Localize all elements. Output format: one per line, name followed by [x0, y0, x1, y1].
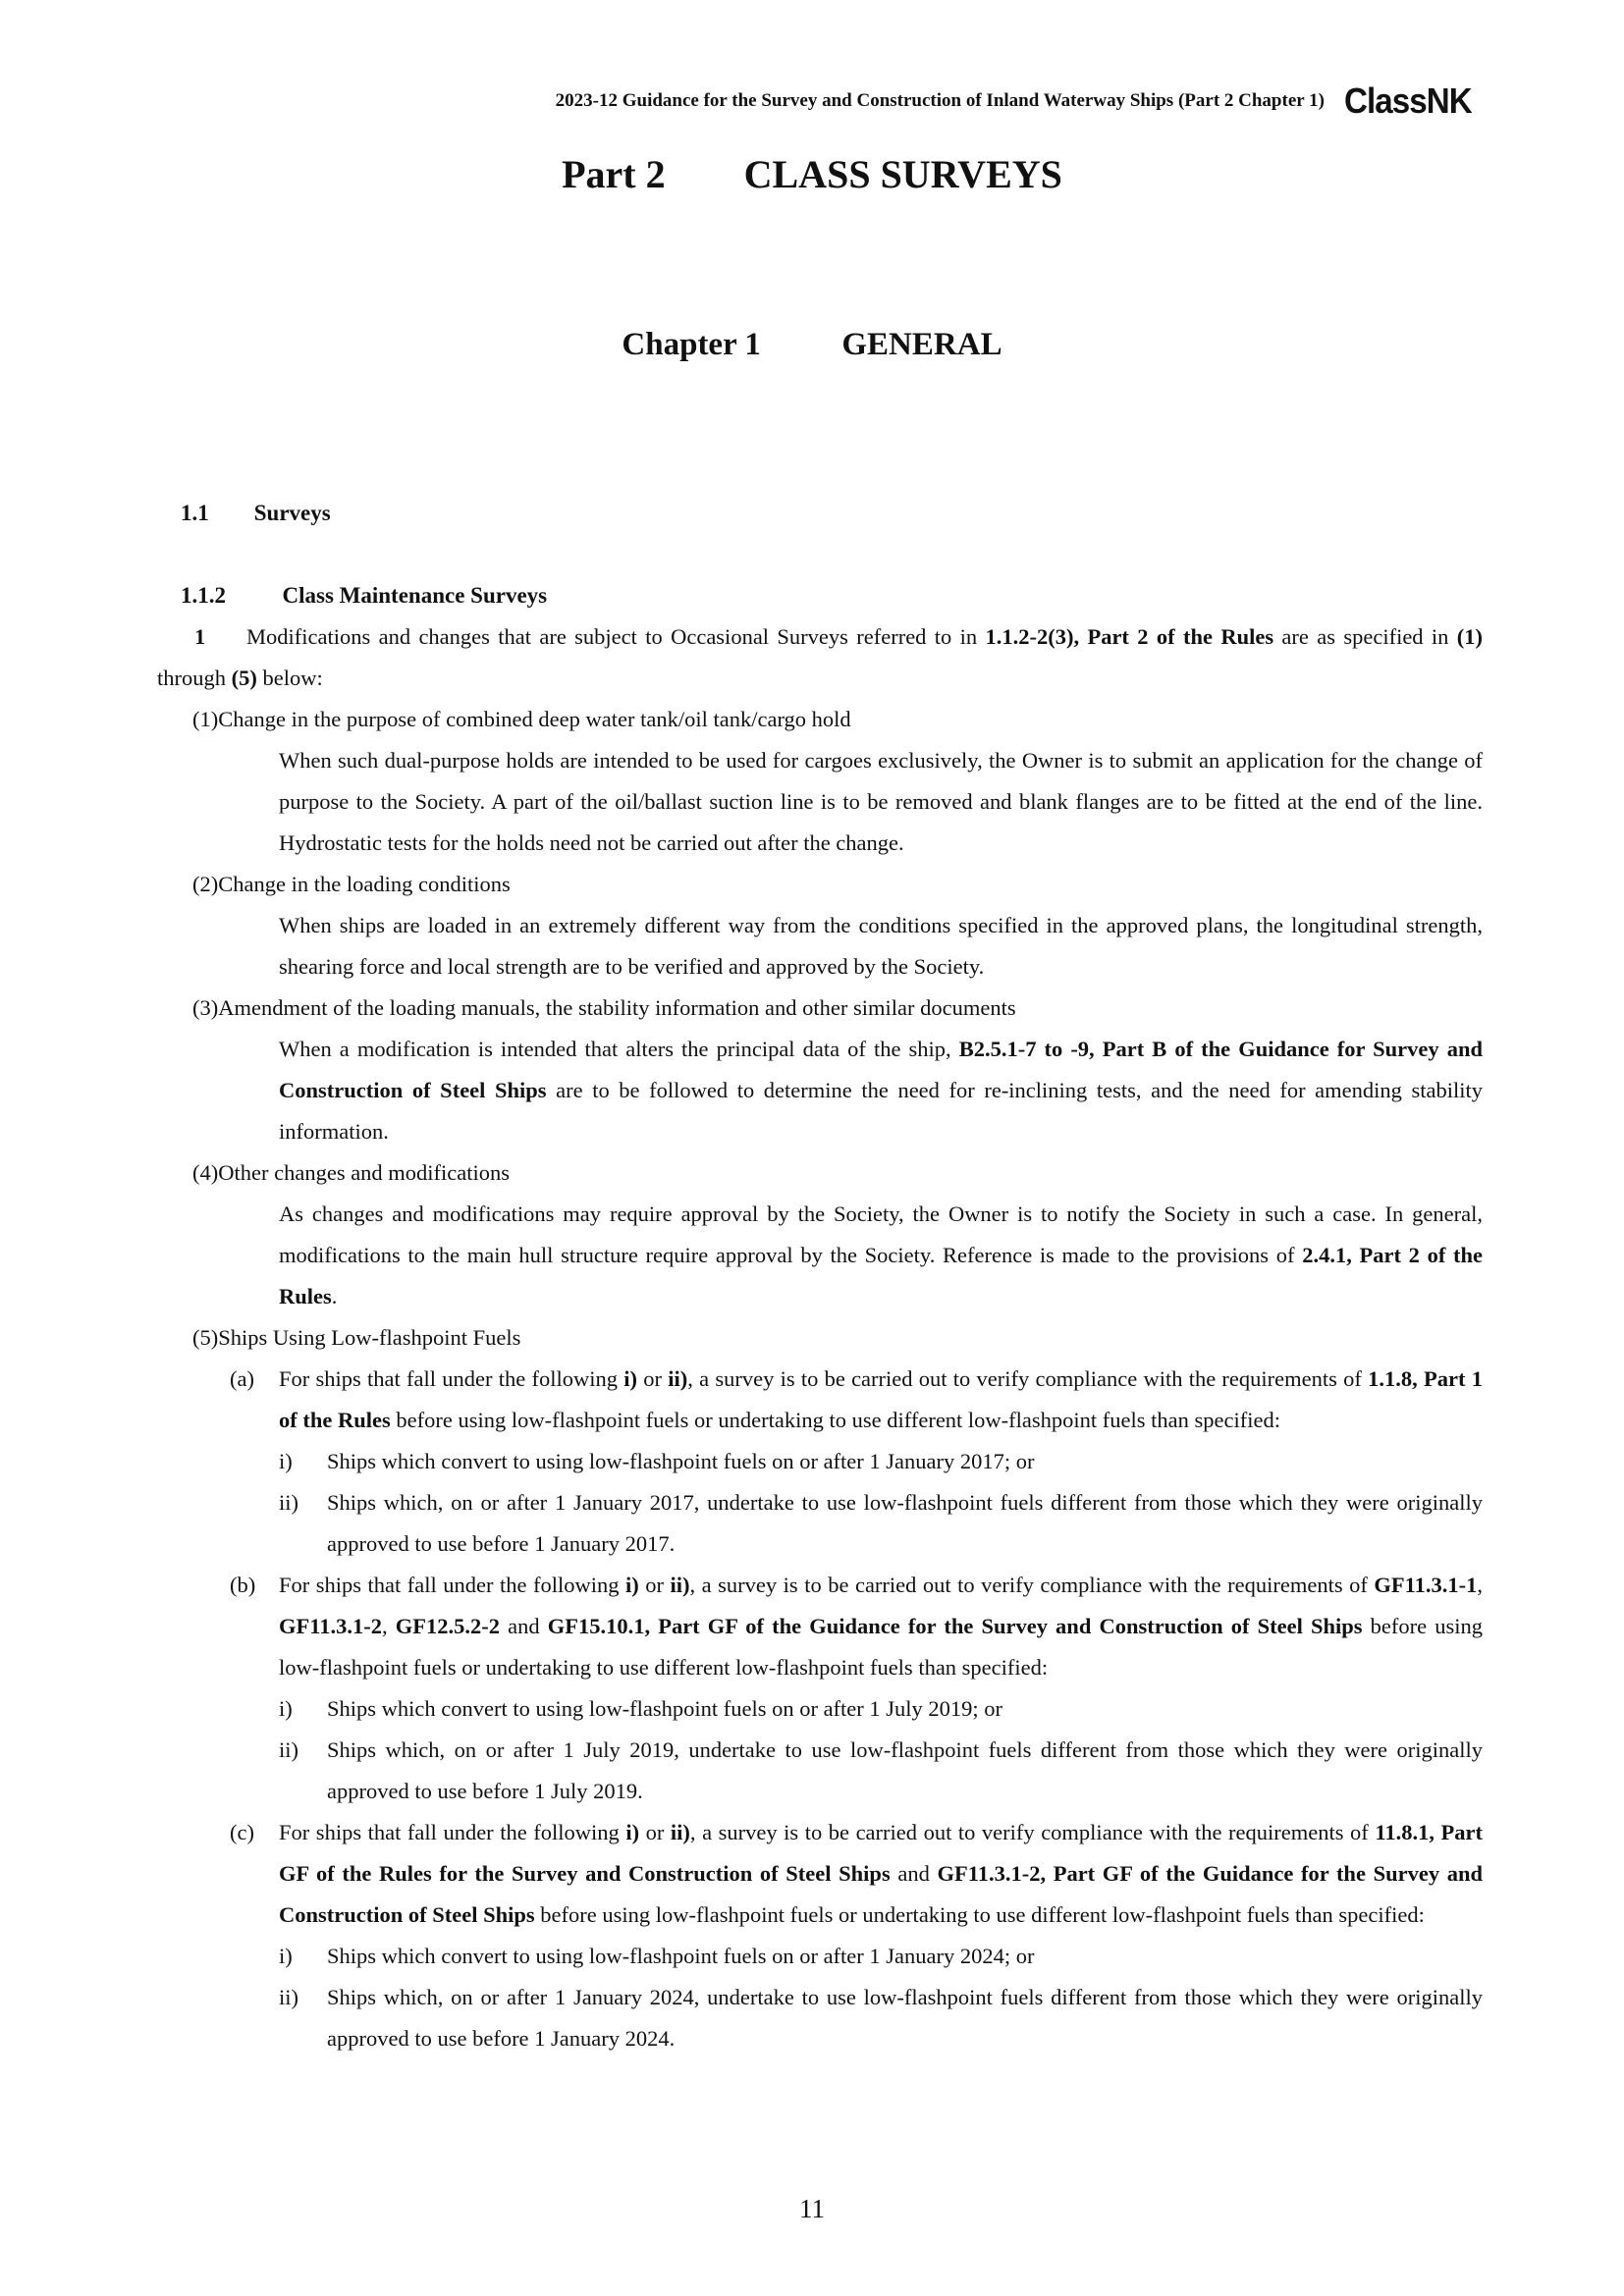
- sub-item-number: (a): [230, 1366, 254, 1391]
- item-title: Amendment of the loading manuals, the stability information and other similar documents: [218, 995, 1016, 1020]
- list-item-5: [157, 1317, 1483, 1359]
- text-run: Modifications and changes that are subject to Occasional Surveys referred to in: [246, 624, 986, 649]
- classnk-logo: ClassNK: [1343, 80, 1472, 121]
- sub-sub-item-text: Ships which, on or after 1 July 2019, undertake to use low-flashpoint fuels different from those which they were originally approved to use before 1 July 2019.: [327, 1737, 1483, 1803]
- text-run: are to be followed to determine the need for re-inclining tests, and the need for amending stability information.: [279, 1078, 1483, 1144]
- item-reference: (5): [231, 666, 257, 690]
- item-title: Change in the loading conditions: [218, 872, 511, 896]
- item-body: [192, 1029, 1483, 1152]
- body-text: [157, 616, 1483, 2059]
- rule-reference: 2.4.1, Part 2 of the Rules: [279, 1243, 1484, 1308]
- rule-reference: B2.5.1-7 to -9, Part B of the Guidance for Survey and Construction of Steel Ships: [279, 1037, 1483, 1102]
- item-number: (5): [192, 1325, 219, 1350]
- sub-item-number: (c): [230, 1820, 254, 1844]
- roman-number: i): [279, 1449, 293, 1473]
- paragraph-1: [157, 616, 1483, 699]
- sub-sub-item-text: Ships which convert to using low-flashpoint fuels on or after 1 January 2017; or: [327, 1449, 1035, 1473]
- sub-sub-item: [157, 1482, 1483, 1565]
- chapter-title: Chapter 1 GENERAL: [622, 327, 1002, 362]
- sub-item-number: (b): [230, 1573, 256, 1597]
- item-body: [192, 1194, 1483, 1317]
- item-title: Change in the purpose of combined deep water tank/oil tank/cargo hold: [218, 707, 851, 731]
- item-body: When ships are loaded in an extremely different way from the conditions specified in the approved plans, the longitudinal strength, shearing force and local strength are to be verified and approved by the Society.: [279, 913, 1483, 979]
- sub-item-c: [157, 1812, 1483, 1936]
- sub-item-text: For ships that fall under the following i) or ii), a survey is to be carried out to verify compliance with the requirements of GF11.3.1-1, GF11.3.1-2, GF12.5.2-2 and GF15.10.1, Part GF of the Guidance for the Survey and Construction of Steel Ships before using low-flashpoint fuels or undertaking to use different low-flashpoint fuels than specified:: [279, 1573, 1484, 1680]
- sub-sub-item-text: Ships which convert to using low-flashpoint fuels on or after 1 January 2024; or: [327, 1944, 1035, 1968]
- roman-number: ii): [279, 1490, 298, 1515]
- sub-item-b: [157, 1565, 1483, 1688]
- part-title: Part 2 CLASS SURVEYS: [562, 152, 1062, 196]
- roman-number: ii): [279, 1737, 298, 1762]
- text-run: are as specified in: [1273, 624, 1457, 649]
- sub-sub-item: [157, 1441, 1483, 1482]
- roman-number: i): [279, 1696, 293, 1721]
- list-item-2: [157, 864, 1483, 988]
- page-number: 11: [799, 2194, 825, 2223]
- sub-sub-item: [157, 1977, 1483, 2059]
- item-number: (2): [192, 872, 219, 896]
- list-item-1: [157, 699, 1483, 864]
- paragraph-number: 1: [194, 624, 206, 649]
- sub-item-text: For ships that fall under the following i) or ii), a survey is to be carried out to verify compliance with the requirements of 1.1.8, Part 1 of the Rules before using low-flashpoint fuels or undertaking to use different low-flashpoint fuels than specified:: [279, 1366, 1483, 1432]
- item-title: Ships Using Low-flashpoint Fuels: [218, 1325, 521, 1350]
- text-run: below:: [256, 666, 323, 690]
- roman-number: i): [279, 1944, 293, 1968]
- item-number: (4): [192, 1160, 219, 1185]
- section-heading: 1.1 Surveys: [181, 501, 331, 525]
- sub-item-a: [157, 1359, 1483, 1441]
- list-item-3: [157, 988, 1483, 1152]
- text-run: through: [157, 666, 232, 690]
- sub-sub-item: [157, 1688, 1483, 1730]
- sub-item-text: For ships that fall under the following i) or ii), a survey is to be carried out to verify compliance with the requirements of 11.8.1, Part GF of the Rules for the Survey and Construction of Steel Ships and GF11.3.1-2, Part GF of the Guidance for the Survey and Construction of Steel Ships before using low-flashpoint fuels or undertaking to use different low-flashpoint fuels than specified:: [279, 1820, 1484, 1927]
- item-title: Other changes and modifications: [218, 1160, 511, 1185]
- rule-reference: 1.1.2-2(3), Part 2 of the Rules: [985, 624, 1274, 649]
- list-item-4: [157, 1152, 1483, 1317]
- item-body: When such dual-purpose holds are intended to be used for cargoes exclusively, the Owner is to submit an application for the change of purpose to the Society. A part of the oil/ballast suction line is to be removed and blank flanges are to be fitted at the end of the line. Hydrostatic tests for the holds need not be carried out after the change.: [279, 748, 1483, 855]
- item-number: (3): [192, 995, 219, 1020]
- sub-sub-item: [157, 1730, 1483, 1812]
- subsection-heading: 1.1.2 Class Maintenance Surveys: [181, 583, 548, 608]
- text-run: When a modification is intended that alters the principal data of the ship,: [279, 1037, 959, 1061]
- text-run: .: [331, 1284, 338, 1308]
- item-number: (1): [192, 707, 219, 731]
- header-title: 2023-12 Guidance for the Survey and Construction of Inland Waterway Ships (Part 2 Chapter 1): [555, 90, 1325, 111]
- item-reference: (1): [1456, 624, 1484, 649]
- sub-sub-item: [157, 1936, 1483, 1977]
- text-run: As changes and modifications may require approval by the Society, the Owner is to notify the Society in such a case. In general, modifications to the main hull structure require approval by the Society. Reference is made to the provisions of: [279, 1201, 1483, 1267]
- sub-sub-item-text: Ships which convert to using low-flashpoint fuels on or after 1 July 2019; or: [327, 1696, 1003, 1721]
- sub-sub-item-text: Ships which, on or after 1 January 2024, undertake to use low-flashpoint fuels different from those which they were originally approved to use before 1 January 2024.: [327, 1985, 1483, 2051]
- roman-number: ii): [279, 1985, 298, 2009]
- running-header: [481, 77, 1483, 126]
- sub-sub-item-text: Ships which, on or after 1 January 2017, undertake to use low-flashpoint fuels different from those which they were originally approved to use before 1 January 2017.: [327, 1490, 1483, 1556]
